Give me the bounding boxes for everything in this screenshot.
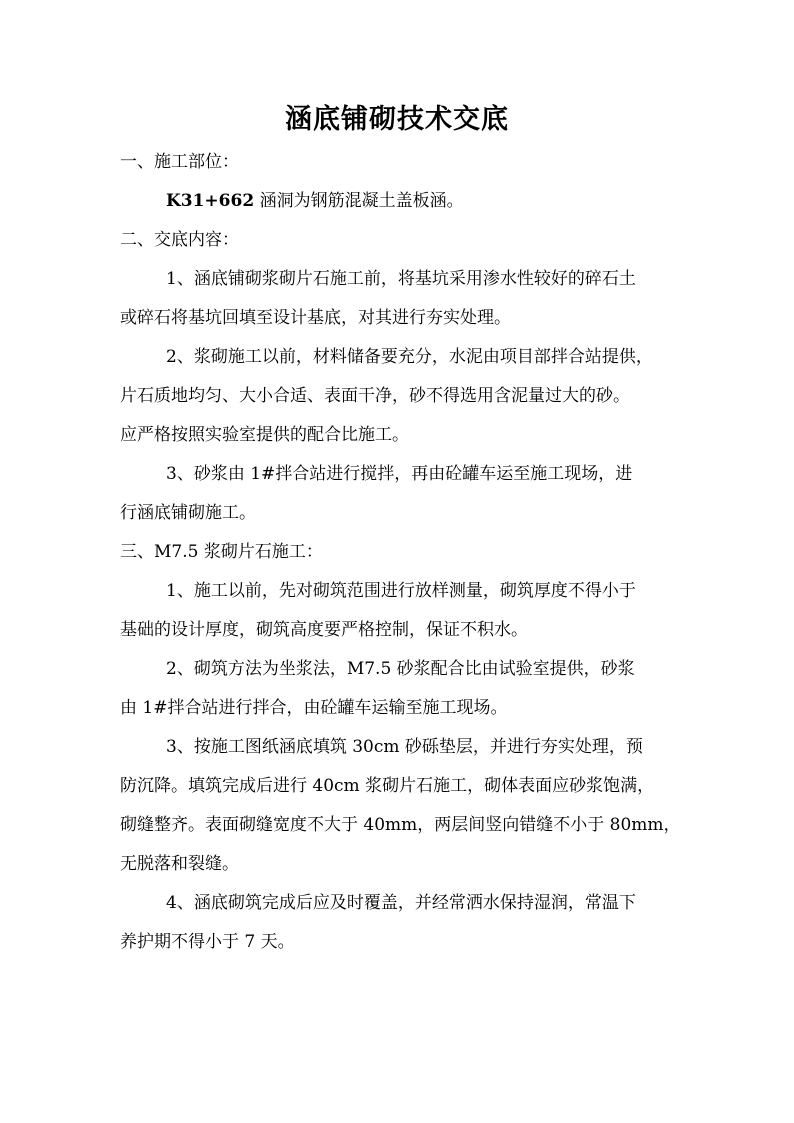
section3-item3 — [120, 728, 690, 884]
section1-text — [120, 182, 690, 221]
paragraph-line: 应严格按照实验室提供的配合比施工。 — [120, 425, 409, 445]
paragraph-line: 由 1#拌合站进行拌合，由砼罐车运输至施工现场。 — [120, 698, 508, 718]
culvert-station-code: K31+662 — [166, 191, 255, 211]
section2-heading: 二、交底内容： — [120, 230, 239, 250]
section3-heading: 三、M7.5 浆砌片石施工： — [120, 542, 323, 562]
paragraph-line: 砌缝整齐。表面砌缝宽度不大于 40mm，两层间竖向错缝不小于 80mm， — [120, 815, 681, 835]
paragraph-line: 3、砂浆由 1#拌合站进行搅拌，再由砼罐车运至施工现场，进 — [166, 464, 633, 484]
paragraph-line: 片石质地均匀、大小合适、表面干净，砂不得选用含泥量过大的砂。 — [120, 386, 630, 406]
paragraph-line: 1、涵底铺砌浆砌片石施工前，将基坑采用渗水性较好的碎石土 — [166, 269, 636, 289]
paragraph-line: 无脱落和裂缝。 — [120, 854, 239, 874]
paragraph-line: 基础的设计厚度，砌筑高度要严格控制，保证不积水。 — [120, 620, 528, 640]
section3-item2 — [120, 650, 690, 728]
section3-item4 — [120, 884, 690, 962]
document-title: 涵底铺砌技术交底 — [285, 104, 509, 135]
section3-item1 — [120, 572, 690, 650]
paragraph-line: 2、浆砌施工以前，材料储备要充分，水泥由项目部拌合站提供， — [166, 347, 653, 367]
paragraph-line: 4、涵底砌筑完成后应及时覆盖，并经常洒水保持湿润，常温下 — [166, 893, 636, 913]
document-body — [120, 143, 690, 962]
paragraph-line: 2、砌筑方法为坐浆法，M7.5 砂浆配合比由试验室提供，砂浆 — [166, 659, 635, 679]
section2-item1 — [120, 260, 690, 338]
paragraph-line: 或碎石将基坑回填至设计基底，对其进行夯实处理。 — [120, 308, 511, 328]
section1-heading: 一、施工部位： — [120, 152, 239, 172]
section2-item2 — [120, 338, 690, 455]
paragraph-line: 防沉降。填筑完成后进行 40cm 浆砌片石施工，砌体表面应砂浆饱满， — [120, 776, 655, 796]
paragraph-line: 养护期不得小于 7 天。 — [120, 932, 295, 952]
paragraph-line: 1、施工以前，先对砌筑范围进行放样测量，砌筑厚度不得小于 — [166, 581, 636, 601]
section1-text-rest: 涵洞为钢筋混凝土盖板涵。 — [254, 191, 464, 211]
paragraph-line: 3、按施工图纸涵底填筑 30cm 砂砾垫层，并进行夯实处理，预 — [166, 737, 643, 757]
paragraph-line: 行涵底铺砌施工。 — [120, 503, 256, 523]
section2-item3 — [120, 455, 690, 533]
